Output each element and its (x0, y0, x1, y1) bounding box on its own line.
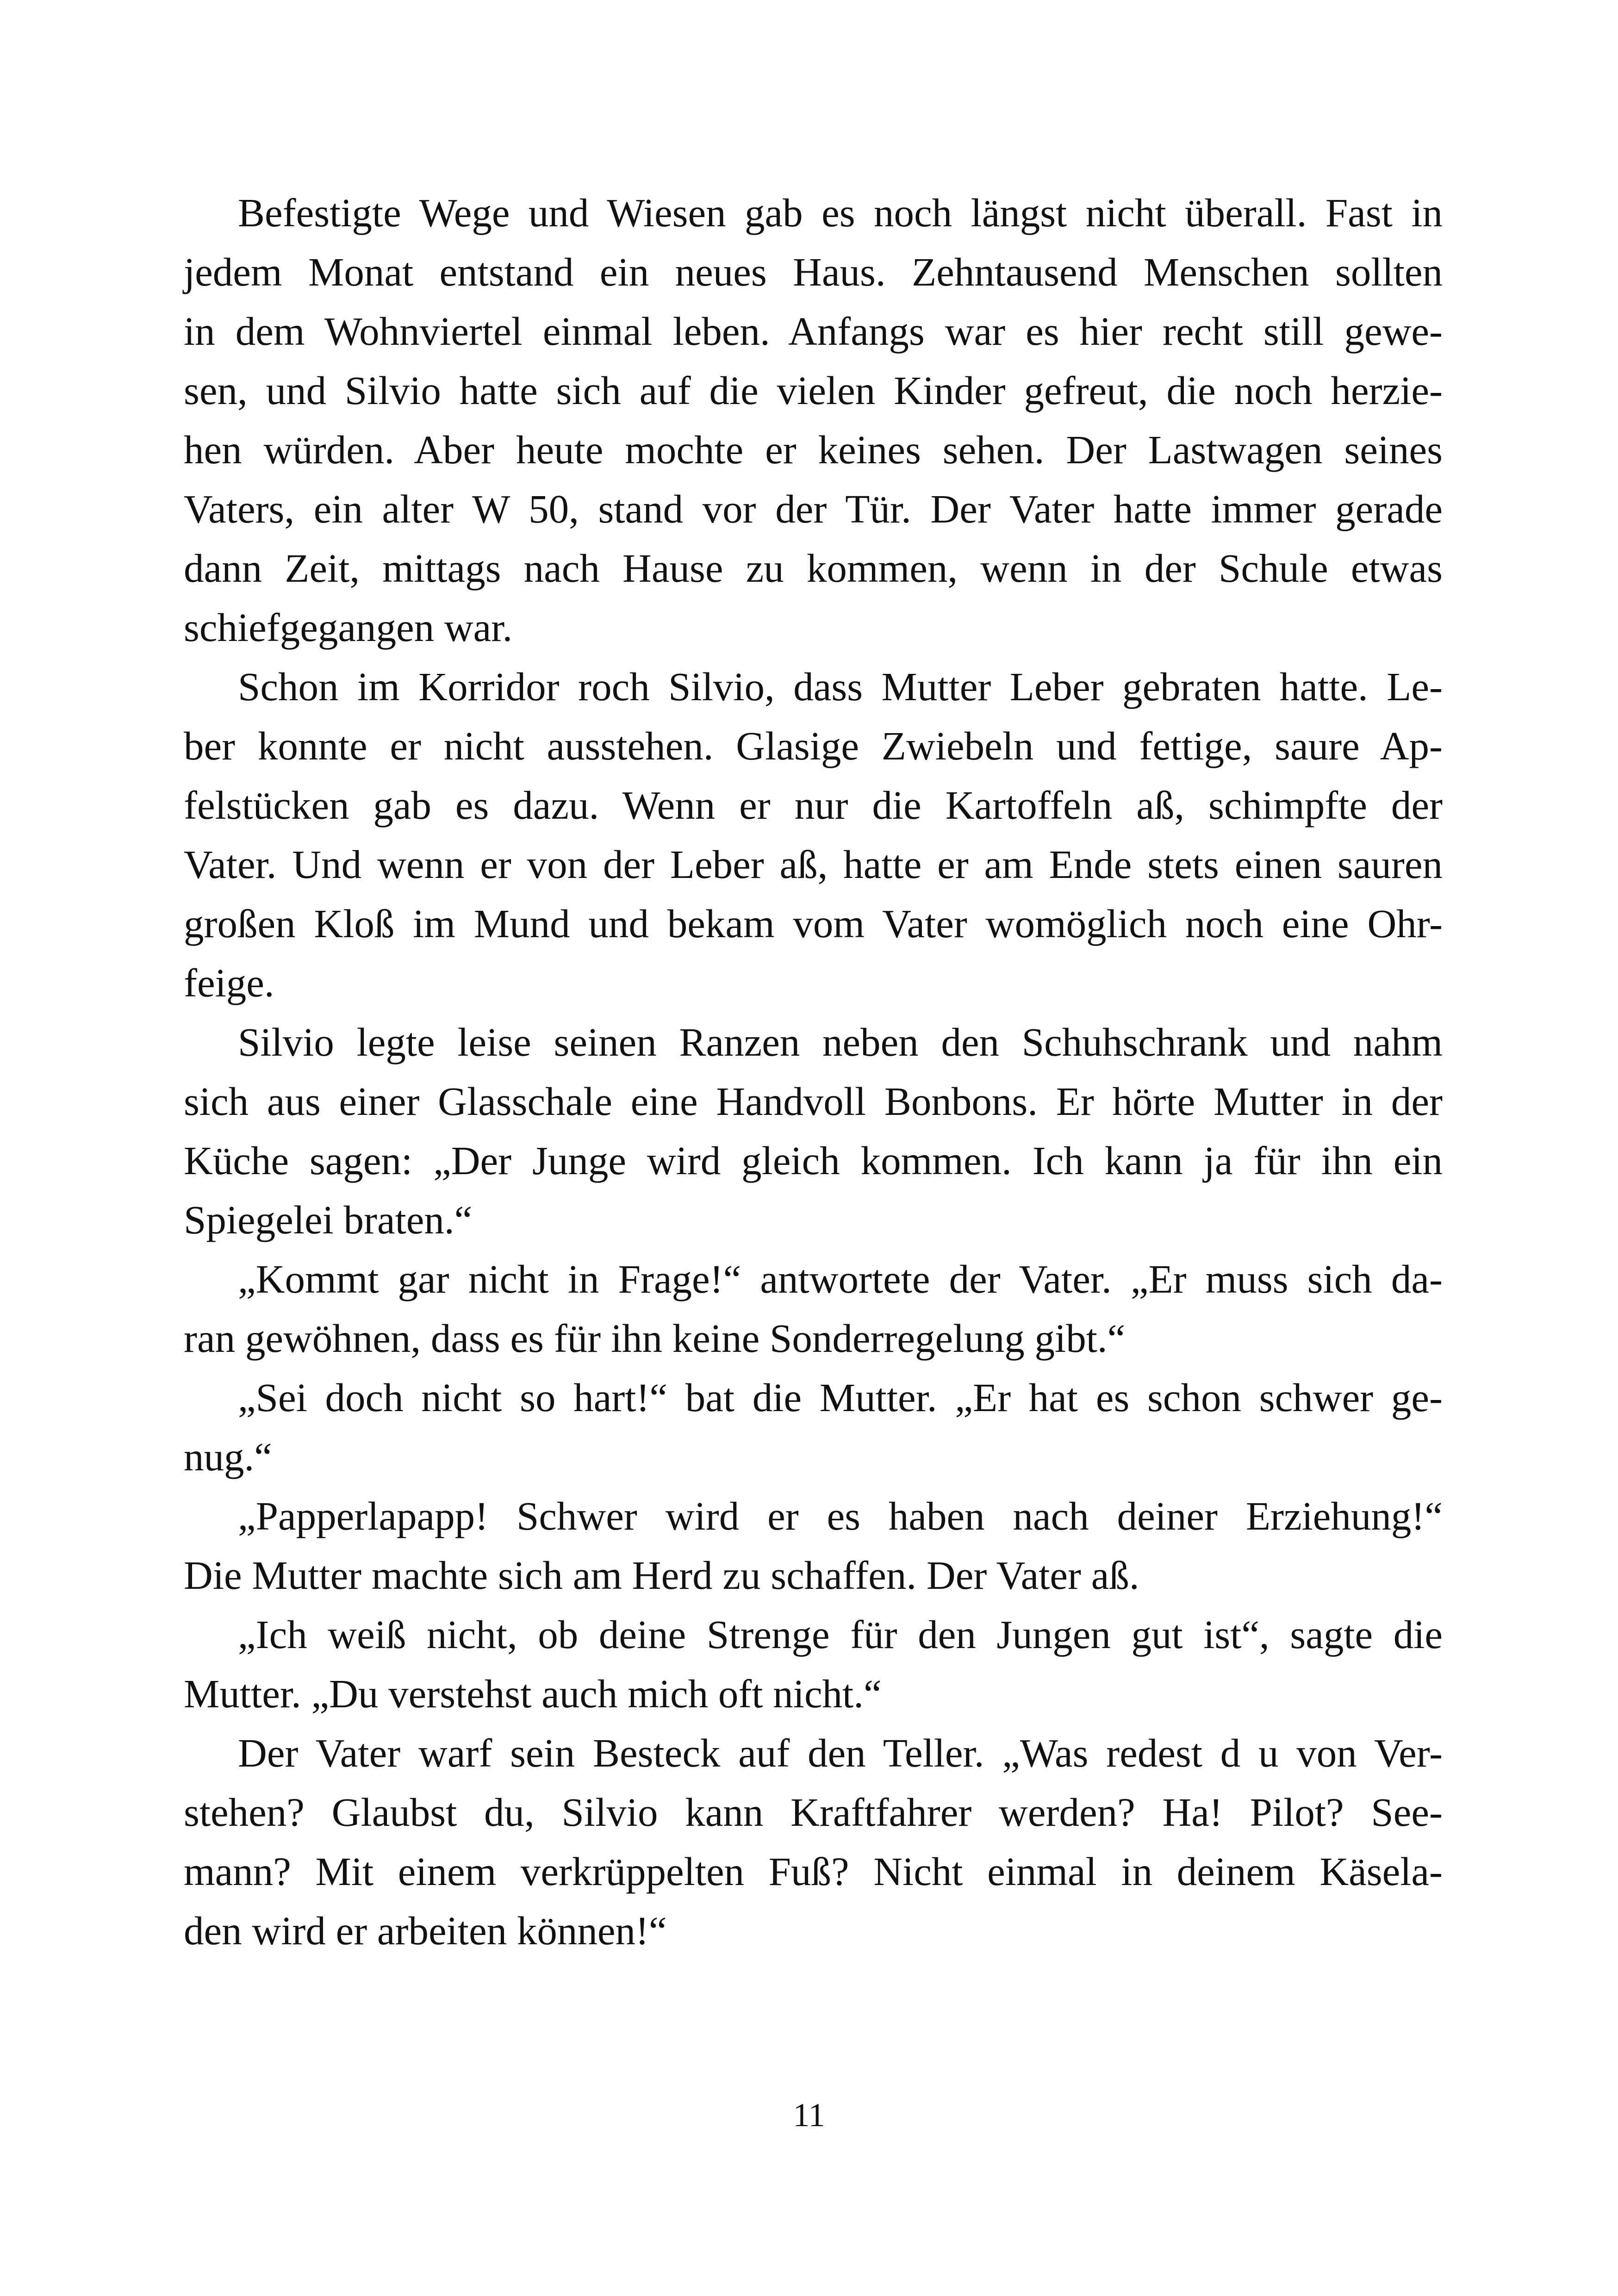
text-line: nug.“ (184, 1434, 272, 1479)
text-line: Der Vater warf sein Besteck auf den Teller. „Was redest d u von Ver- (238, 1730, 1443, 1775)
text-line: „Kommt gar nicht in Frage!“ antwortete der Vater. „Er muss sich da- (238, 1257, 1443, 1301)
paragraph-8 (184, 1724, 1443, 1960)
text-line: stehen? Glaubst du, Silvio kann Kraftfahrer werden? Ha! Pilot? See- (184, 1790, 1443, 1835)
text-line: Die Mutter machte sich am Herd zu schaffen. Der Vater aß. (184, 1553, 1139, 1598)
text-line: Befestigte Wege und Wiesen gab es noch längst nicht überall. Fast in (238, 190, 1443, 235)
paragraph-2 (184, 657, 1443, 1013)
text-line: Schon im Korridor roch Silvio, dass Mutter Leber gebraten hatte. Le- (238, 664, 1443, 709)
text-line: schiefgegangen war. (184, 605, 513, 650)
text-line: dann Zeit, mittags nach Hause zu kommen, wenn in der Schule etwas (184, 546, 1443, 591)
paragraph-3 (184, 1013, 1443, 1250)
paragraph-1 (184, 183, 1443, 657)
text-line: ber konnte er nicht ausstehen. Glasige Zwiebeln und fettige, saure Ap- (184, 723, 1443, 768)
text-line: sich aus einer Glasschale eine Handvoll Bonbons. Er hörte Mutter in der (184, 1079, 1443, 1124)
text-line: Vaters, ein alter W 50, stand vor der Tür. Der Vater hatte immer gerade (184, 486, 1443, 531)
paragraph-5 (184, 1368, 1443, 1487)
text-line: Vater. Und wenn er von der Leber aß, hatte er am Ende stets einen sauren (184, 842, 1443, 887)
text-line: „Ich weiß nicht, ob deine Strenge für den Jungen gut ist“, sagte die (238, 1612, 1443, 1657)
text-line: in dem Wohnviertel einmal leben. Anfangs war es hier recht still gewe- (184, 309, 1443, 354)
paragraph-6 (184, 1487, 1443, 1605)
text-line: jedem Monat entstand ein neues Haus. Zehntausend Menschen sollten (184, 249, 1443, 294)
paragraph-4 (184, 1250, 1443, 1368)
text-line: großen Kloß im Mund und bekam vom Vater womöglich noch eine Ohr- (184, 901, 1443, 946)
text-line: mann? Mit einem verkrüppelten Fuß? Nicht einmal in deinem Käsela- (184, 1849, 1443, 1894)
text-line: Mutter. „Du verstehst auch mich oft nicht.“ (184, 1671, 882, 1716)
text-line: den wird er arbeiten können!“ (184, 1908, 667, 1953)
paragraph-7 (184, 1605, 1443, 1724)
text-line: sen, und Silvio hatte sich auf die vielen Kinder gefreut, die noch herzie- (184, 368, 1443, 413)
page-number: 11 (793, 2097, 825, 2134)
text-line: Spiegelei braten.“ (184, 1197, 473, 1242)
body-text (184, 183, 1443, 1960)
text-line: ran gewöhnen, dass es für ihn keine Sonderregelung gibt.“ (184, 1316, 1126, 1361)
text-line: Silvio legte leise seinen Ranzen neben den Schuhschrank und nahm (238, 1020, 1443, 1064)
text-line: feige. (184, 960, 274, 1005)
text-line: felstücken gab es dazu. Wenn er nur die Kartoffeln aß, schimpfte der (184, 783, 1443, 828)
text-line: Küche sagen: „Der Junge wird gleich kommen. Ich kann ja für ihn ein (184, 1138, 1443, 1183)
text-line: hen würden. Aber heute mochte er keines sehen. Der Lastwagen seines (184, 427, 1443, 472)
text-line: „Sei doch nicht so hart!“ bat die Mutter. „Er hat es schon schwer ge- (238, 1375, 1443, 1420)
text-line: „Papperlapapp! Schwer wird er es haben nach deiner Erziehung!“ (238, 1493, 1443, 1538)
